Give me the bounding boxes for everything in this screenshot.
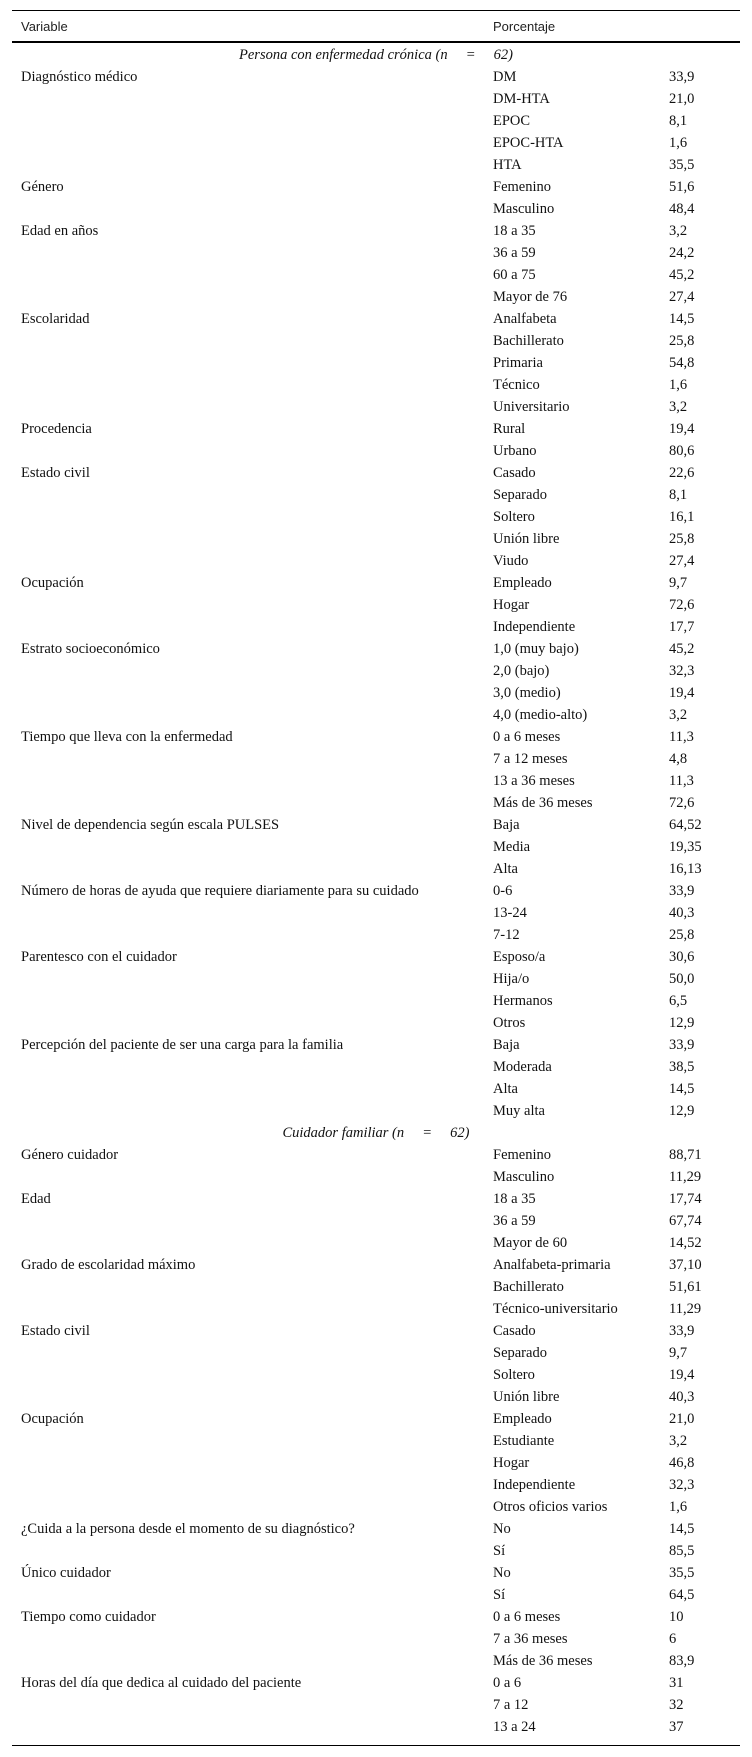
cell-category: Separado — [493, 487, 547, 503]
cell-variable: Género cuidador — [21, 1147, 119, 1163]
cell-category: DM — [493, 69, 517, 85]
table-row — [0, 132, 752, 154]
cell-percent: 8,1 — [669, 113, 688, 129]
table-row — [0, 968, 752, 990]
cell-category: Sí — [493, 1543, 506, 1559]
cell-category: Analfabeta — [493, 311, 557, 327]
table-row — [0, 594, 752, 616]
cell-category: Independiente — [493, 619, 576, 635]
table-row — [0, 1650, 752, 1672]
cell-percent: 12,9 — [669, 1015, 695, 1031]
cell-percent: 11,29 — [669, 1301, 702, 1317]
cell-percent: 6 — [669, 1631, 677, 1647]
cell-category: 13 a 24 — [493, 1719, 536, 1735]
cell-category: EPOC — [493, 113, 531, 129]
cell-category: 7 a 12 meses — [493, 751, 568, 767]
section-title: Cuidador familiar (n = 62) — [282, 1125, 470, 1141]
cell-percent: 25,8 — [669, 531, 695, 547]
cell-variable: Horas del día que dedica al cuidado del paciente — [21, 1675, 302, 1691]
cell-category: Muy alta — [493, 1103, 545, 1119]
cell-percent: 11,29 — [669, 1169, 702, 1185]
cell-category: 18 a 35 — [493, 223, 536, 239]
cell-percent: 9,7 — [669, 1345, 688, 1361]
cell-variable: Parentesco con el cuidador — [21, 949, 177, 965]
cell-percent: 3,2 — [669, 1433, 688, 1449]
cell-category: Empleado — [493, 1411, 552, 1427]
table-row — [0, 242, 752, 264]
table-row — [0, 1342, 752, 1364]
table-row — [0, 704, 752, 726]
cell-percent: 30,6 — [669, 949, 695, 965]
table-row — [0, 154, 752, 176]
table-row — [0, 396, 752, 418]
table-row — [0, 1628, 752, 1650]
table-row — [0, 638, 752, 660]
cell-category: 7 a 12 — [493, 1697, 529, 1713]
cell-percent: 3,2 — [669, 707, 688, 723]
cell-category: Hija/o — [493, 971, 530, 987]
cell-variable: Edad en años — [21, 223, 99, 239]
table-row — [0, 1386, 752, 1408]
cell-category: Hogar — [493, 597, 530, 613]
cell-variable: Edad — [21, 1191, 51, 1207]
table-row — [0, 572, 752, 594]
cell-category: Universitario — [493, 399, 570, 415]
cell-percent: 50,0 — [669, 971, 695, 987]
cell-category: Masculino — [493, 1169, 555, 1185]
table-row — [0, 308, 752, 330]
cell-percent: 35,5 — [669, 1565, 695, 1581]
cell-percent: 33,9 — [669, 1323, 695, 1339]
cell-category: 3,0 (medio) — [493, 685, 561, 701]
cell-category: 0 a 6 — [493, 1675, 522, 1691]
cell-category: Viudo — [493, 553, 529, 569]
cell-category: Más de 36 meses — [493, 795, 593, 811]
cell-percent: 12,9 — [669, 1103, 695, 1119]
cell-category: 0 a 6 meses — [493, 729, 561, 745]
cell-category: EPOC-HTA — [493, 135, 564, 151]
table-row — [0, 66, 752, 88]
cell-percent: 4,8 — [669, 751, 688, 767]
cell-percent: 46,8 — [669, 1455, 695, 1471]
cell-category: Independiente — [493, 1477, 576, 1493]
cell-percent: 32,3 — [669, 663, 695, 679]
table-row — [0, 1408, 752, 1430]
table-row — [0, 528, 752, 550]
cell-percent: 1,6 — [669, 377, 688, 393]
cell-variable: Procedencia — [21, 421, 92, 437]
table-row — [0, 1694, 752, 1716]
cell-variable: Tiempo que lleva con la enfermedad — [21, 729, 233, 745]
cell-category: Bachillerato — [493, 333, 564, 349]
cell-variable: Escolaridad — [21, 311, 90, 327]
cell-variable: Estado civil — [21, 1323, 90, 1339]
table-row — [0, 902, 752, 924]
table-row — [0, 374, 752, 396]
table-row — [0, 1012, 752, 1034]
table-row — [0, 440, 752, 462]
table-row — [0, 880, 752, 902]
table-body — [0, 44, 752, 1738]
cell-percent: 3,2 — [669, 399, 688, 415]
cell-variable: Grado de escolaridad máximo — [21, 1257, 196, 1273]
cell-percent: 45,2 — [669, 641, 695, 657]
cell-category: Alta — [493, 861, 518, 877]
cell-percent: 51,61 — [669, 1279, 702, 1295]
cell-percent: 48,4 — [669, 201, 695, 217]
cell-percent: 10 — [669, 1609, 684, 1625]
table-row — [0, 1716, 752, 1738]
table-row — [0, 1188, 752, 1210]
cell-category: DM-HTA — [493, 91, 550, 107]
cell-percent: 45,2 — [669, 267, 695, 283]
cell-variable: Diagnóstico médico — [21, 69, 138, 85]
cell-percent: 14,5 — [669, 1521, 695, 1537]
table-row — [0, 1144, 752, 1166]
cell-category: Moderada — [493, 1059, 552, 1075]
cell-percent: 27,4 — [669, 289, 695, 305]
cell-category: Soltero — [493, 509, 535, 525]
table-row — [0, 1034, 752, 1056]
cell-category: Urbano — [493, 443, 537, 459]
table-row — [0, 1430, 752, 1452]
cell-category: 2,0 (bajo) — [493, 663, 550, 679]
table-row — [0, 1540, 752, 1562]
table-row — [0, 550, 752, 572]
cell-variable: Tiempo como cuidador — [21, 1609, 156, 1625]
cell-category: Primaria — [493, 355, 543, 371]
cell-category: Mayor de 76 — [493, 289, 568, 305]
cell-category: 13-24 — [493, 905, 527, 921]
cell-percent: 14,5 — [669, 311, 695, 327]
table-row — [0, 770, 752, 792]
section-header — [0, 44, 752, 66]
cell-category: Unión libre — [493, 1389, 560, 1405]
cell-percent: 22,6 — [669, 465, 695, 481]
cell-category: Hogar — [493, 1455, 530, 1471]
table-row — [0, 1078, 752, 1100]
table-row — [0, 1232, 752, 1254]
cell-category: 1,0 (muy bajo) — [493, 641, 579, 657]
cell-percent: 24,2 — [669, 245, 695, 261]
cell-percent: 25,8 — [669, 927, 695, 943]
cell-variable: Estrato socioeconómico — [21, 641, 160, 657]
table-row — [0, 418, 752, 440]
table-row — [0, 1298, 752, 1320]
table-row — [0, 1210, 752, 1232]
table-row — [0, 814, 752, 836]
table-row — [0, 1254, 752, 1276]
cell-category: 0-6 — [493, 883, 513, 899]
cell-category: Esposo/a — [493, 949, 546, 965]
table-row — [0, 286, 752, 308]
cell-percent: 40,3 — [669, 905, 695, 921]
cell-variable: Ocupación — [21, 1411, 84, 1427]
cell-category: Baja — [493, 817, 520, 833]
cell-percent: 38,5 — [669, 1059, 695, 1075]
table-row — [0, 660, 752, 682]
table-row — [0, 1562, 752, 1584]
cell-percent: 33,9 — [669, 69, 695, 85]
cell-percent: 33,9 — [669, 883, 695, 899]
cell-variable: Número de horas de ayuda que requiere diariamente para su cuidado — [21, 883, 419, 899]
cell-variable: Percepción del paciente de ser una carga para la familia — [21, 1037, 344, 1053]
cell-category: Empleado — [493, 575, 552, 591]
cell-category: Separado — [493, 1345, 547, 1361]
table-row — [0, 990, 752, 1012]
table-row — [0, 264, 752, 286]
cell-category: Unión libre — [493, 531, 560, 547]
table-row — [0, 836, 752, 858]
cell-percent: 83,9 — [669, 1653, 695, 1669]
cell-percent: 54,8 — [669, 355, 695, 371]
cell-category: Sí — [493, 1587, 506, 1603]
cell-category: 18 a 35 — [493, 1191, 536, 1207]
table-row — [0, 946, 752, 968]
cell-percent: 9,7 — [669, 575, 688, 591]
cell-category: 13 a 36 meses — [493, 773, 575, 789]
cell-category: Más de 36 meses — [493, 1653, 593, 1669]
cell-category: Baja — [493, 1037, 520, 1053]
table-bottom-rule — [12, 1745, 740, 1746]
table-row — [0, 1606, 752, 1628]
cell-percent: 25,8 — [669, 333, 695, 349]
cell-percent: 67,74 — [669, 1213, 702, 1229]
cell-category: Casado — [493, 1323, 536, 1339]
cell-percent: 37,10 — [669, 1257, 702, 1273]
table-row — [0, 1584, 752, 1606]
cell-category: Hermanos — [493, 993, 553, 1009]
cell-percent: 1,6 — [669, 135, 688, 151]
cell-percent: 72,6 — [669, 795, 695, 811]
cell-percent: 64,5 — [669, 1587, 695, 1603]
cell-variable: Nivel de dependencia según escala PULSES — [21, 817, 280, 833]
cell-category: Técnico — [493, 377, 540, 393]
cell-percent: 33,9 — [669, 1037, 695, 1053]
cell-percent: 16,1 — [669, 509, 695, 525]
table-row — [0, 484, 752, 506]
cell-percent: 51,6 — [669, 179, 695, 195]
cell-percent: 19,35 — [669, 839, 702, 855]
cell-percent: 40,3 — [669, 1389, 695, 1405]
header-rule — [12, 41, 740, 43]
cell-category: Femenino — [493, 179, 551, 195]
cell-percent: 17,74 — [669, 1191, 702, 1207]
table-top-rule — [12, 10, 740, 11]
cell-category: 4,0 (medio-alto) — [493, 707, 588, 723]
cell-category: Rural — [493, 421, 526, 437]
cell-percent: 19,4 — [669, 421, 695, 437]
cell-category: Técnico-universitario — [493, 1301, 618, 1317]
cell-percent: 32 — [669, 1697, 684, 1713]
table-row — [0, 616, 752, 638]
column-header-variable: Variable — [21, 19, 68, 34]
cell-variable: Ocupación — [21, 575, 84, 591]
table-row — [0, 110, 752, 132]
table-row — [0, 1518, 752, 1540]
table-row — [0, 1364, 752, 1386]
cell-variable: Género — [21, 179, 64, 195]
cell-category: 36 a 59 — [493, 245, 536, 261]
cell-percent: 37 — [669, 1719, 684, 1735]
cell-percent: 16,13 — [669, 861, 702, 877]
section-title: Persona con enfermedad crónica (n = 62) — [239, 47, 513, 63]
cell-category: No — [493, 1521, 511, 1537]
table-row — [0, 1056, 752, 1078]
cell-percent: 64,52 — [669, 817, 702, 833]
cell-percent: 72,6 — [669, 597, 695, 613]
cell-category: Estudiante — [493, 1433, 555, 1449]
cell-percent: 11,3 — [669, 729, 694, 745]
cell-percent: 8,1 — [669, 487, 688, 503]
cell-percent: 35,5 — [669, 157, 695, 173]
table-row — [0, 924, 752, 946]
table-row — [0, 1474, 752, 1496]
table-row — [0, 1672, 752, 1694]
column-header-porcentaje: Porcentaje — [493, 19, 556, 34]
cell-category: No — [493, 1565, 511, 1581]
table-row — [0, 176, 752, 198]
cell-percent: 14,5 — [669, 1081, 695, 1097]
cell-percent: 27,4 — [669, 553, 695, 569]
cell-category: Analfabeta-primaria — [493, 1257, 611, 1273]
cell-variable: Estado civil — [21, 465, 90, 481]
cell-category: 7-12 — [493, 927, 520, 943]
table-row — [0, 726, 752, 748]
cell-category: Alta — [493, 1081, 518, 1097]
table-row — [0, 792, 752, 814]
cell-percent: 1,6 — [669, 1499, 688, 1515]
cell-variable: ¿Cuida a la persona desde el momento de su diagnóstico? — [21, 1521, 355, 1537]
cell-percent: 85,5 — [669, 1543, 695, 1559]
cell-percent: 14,52 — [669, 1235, 702, 1251]
table-row — [0, 1166, 752, 1188]
cell-percent: 88,71 — [669, 1147, 702, 1163]
cell-percent: 21,0 — [669, 1411, 695, 1427]
cell-category: Otros — [493, 1015, 526, 1031]
cell-category: 0 a 6 meses — [493, 1609, 561, 1625]
cell-category: HTA — [493, 157, 522, 173]
cell-percent: 21,0 — [669, 91, 695, 107]
cell-percent: 31 — [669, 1675, 684, 1691]
section-header — [0, 1122, 752, 1144]
cell-percent: 19,4 — [669, 685, 695, 701]
cell-category: 36 a 59 — [493, 1213, 536, 1229]
cell-category: Media — [493, 839, 531, 855]
cell-category: Femenino — [493, 1147, 551, 1163]
table-row — [0, 682, 752, 704]
cell-category: Casado — [493, 465, 536, 481]
cell-category: Bachillerato — [493, 1279, 564, 1295]
table-row — [0, 1452, 752, 1474]
cell-category: Masculino — [493, 201, 555, 217]
cell-category: 7 a 36 meses — [493, 1631, 568, 1647]
cell-percent: 32,3 — [669, 1477, 695, 1493]
table-row — [0, 330, 752, 352]
cell-percent: 11,3 — [669, 773, 694, 789]
cell-percent: 6,5 — [669, 993, 688, 1009]
table-row — [0, 748, 752, 770]
cell-percent: 80,6 — [669, 443, 695, 459]
cell-percent: 3,2 — [669, 223, 688, 239]
table-row — [0, 88, 752, 110]
cell-percent: 17,7 — [669, 619, 695, 635]
table-row — [0, 1100, 752, 1122]
cell-category: Soltero — [493, 1367, 535, 1383]
table-row — [0, 506, 752, 528]
table-row — [0, 858, 752, 880]
cell-variable: Único cuidador — [21, 1565, 111, 1581]
table-row — [0, 1496, 752, 1518]
table-row — [0, 220, 752, 242]
table-row — [0, 462, 752, 484]
table-row — [0, 352, 752, 374]
table-row — [0, 1320, 752, 1342]
cell-percent: 19,4 — [669, 1367, 695, 1383]
table-row — [0, 198, 752, 220]
table-row — [0, 1276, 752, 1298]
cell-category: 60 a 75 — [493, 267, 536, 283]
cell-category: Otros oficios varios — [493, 1499, 608, 1515]
cell-category: Mayor de 60 — [493, 1235, 568, 1251]
